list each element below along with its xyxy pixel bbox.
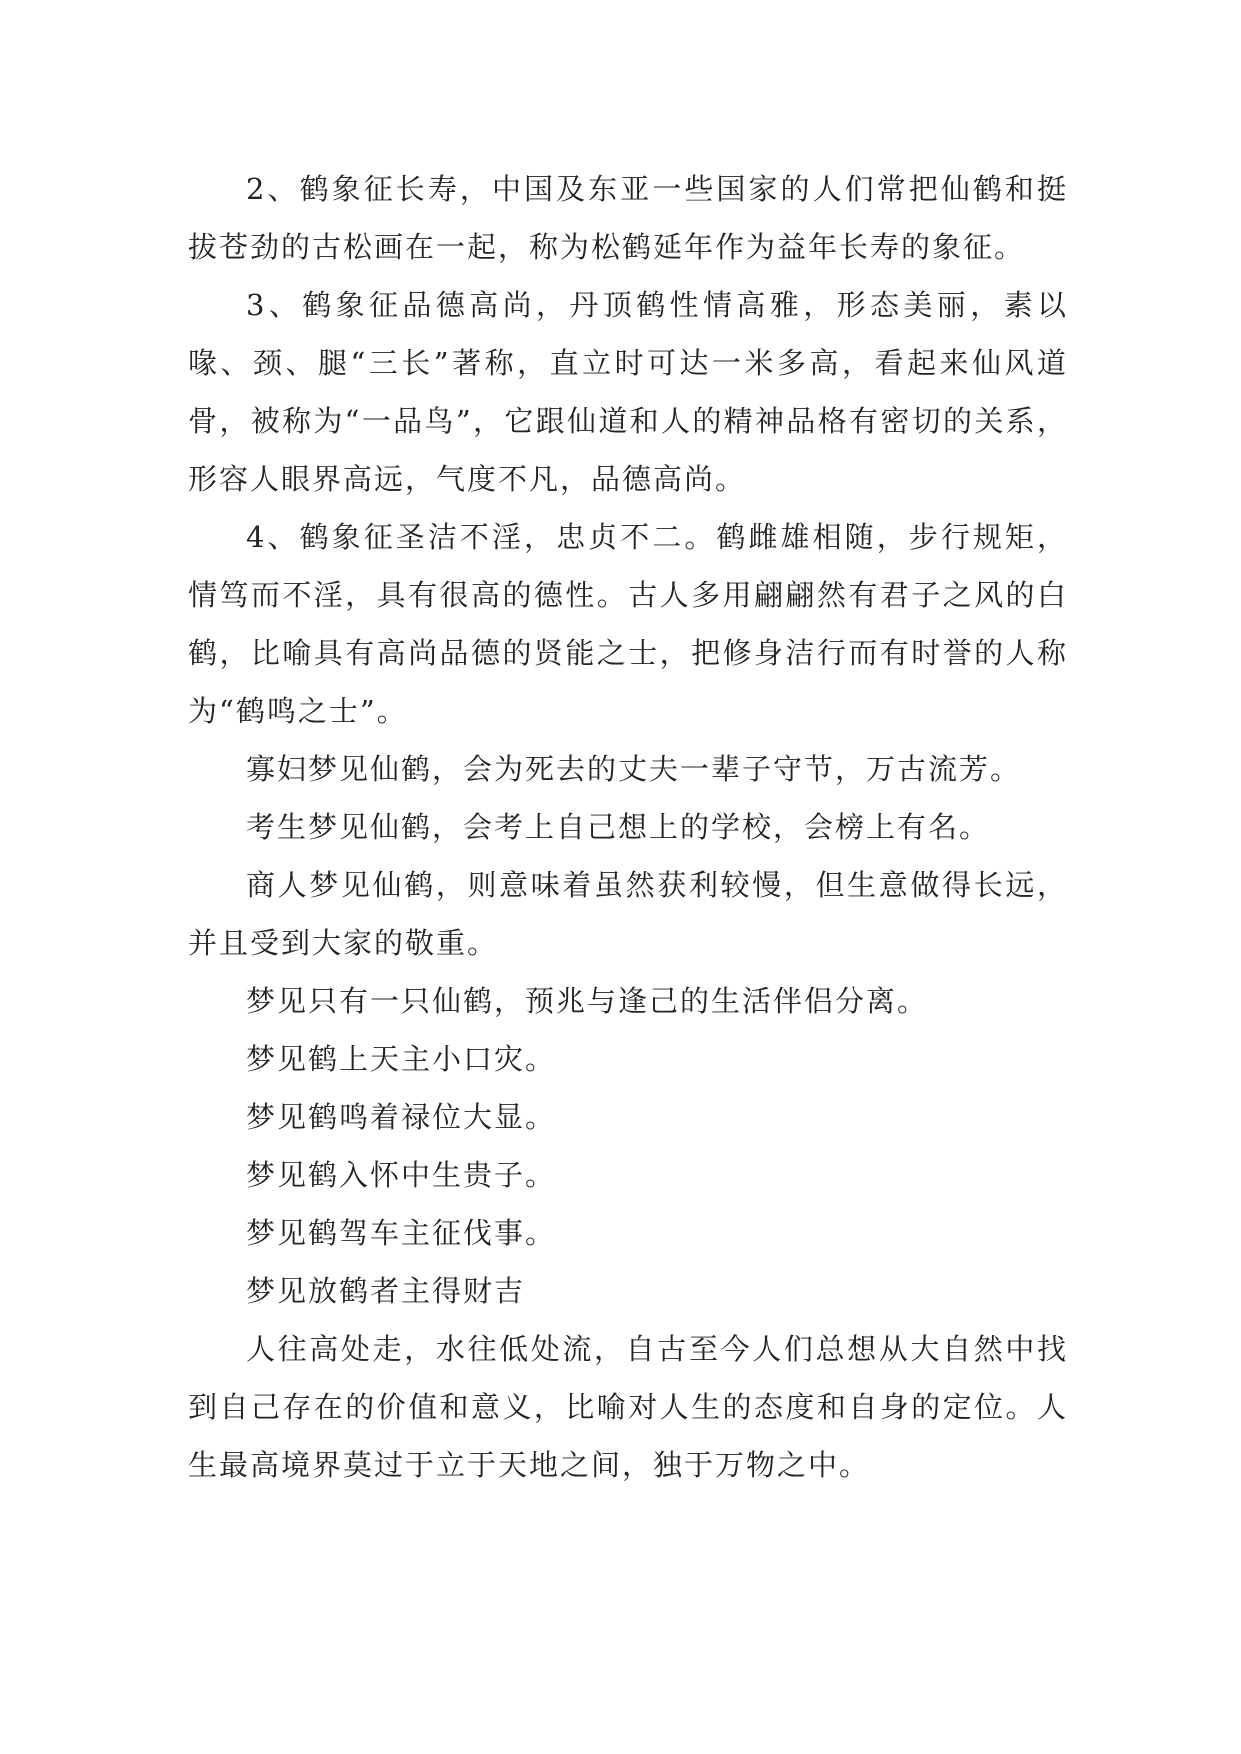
document-body [188,160,1068,1494]
paragraph-noble-character: 3、鹤象征品德高尚，丹顶鹤性情高雅，形态美丽，素以喙、颈、腿“三长”著称，直立时可达一米多高，看起来仙风道骨，被称为“一品鸟”，它跟仙道和人的精神品格有密切的关系，形容人眼界高远，气度不凡，品德高尚。 [188,288,1068,496]
paragraph-life-philosophy: 人往高处走，水往低处流，自古至今人们总想从大自然中找到自己存在的价值和意义，比喻对人生的态度和自身的定位。人生最高境界莫过于立于天地之间，独于万物之中。 [188,1332,1068,1482]
paragraph-merchant-dream: 商人梦见仙鹤，则意味着虽然获利较慢，但生意做得长远，并且受到大家的敬重。 [188,868,1068,960]
paragraph-longevity: 2、鹤象征长寿，中国及东亚一些国家的人们常把仙鹤和挺拔苍劲的古松画在一起，称为松鹤延年作为益年长寿的象征。 [188,172,1068,264]
paragraph-crane-embrace-dream: 梦见鹤入怀中生贵子。 [246,1158,557,1192]
paragraph-purity-loyalty: 4、鹤象征圣洁不淫，忠贞不二。鹤雌雄相随，步行规矩，情笃而不淫，具有很高的德性。古人多用翩翩然有君子之风的白鹤，比喻具有高尚品德的贤能之士，把修身洁行而有时誉的人称为“鹤鸣之士”。 [188,520,1068,728]
paragraph-single-crane-dream: 梦见只有一只仙鹤，预兆与逢己的生活伴侣分离。 [246,984,929,1018]
paragraph-crane-cart-dream: 梦见鹤驾车主征伐事。 [246,1216,557,1250]
paragraph-widow-dream: 寡妇梦见仙鹤，会为死去的丈夫一辈子守节，万古流芳。 [246,752,1022,786]
paragraph-student-dream: 考生梦见仙鹤，会考上自己想上的学校，会榜上有名。 [246,810,991,844]
paragraph-crane-sky-dream: 梦见鹤上天主小口灾。 [246,1042,557,1076]
paragraph-crane-call-dream: 梦见鹤鸣着禄位大显。 [246,1100,557,1134]
paragraph-release-crane-dream: 梦见放鹤者主得财吉 [246,1274,526,1308]
